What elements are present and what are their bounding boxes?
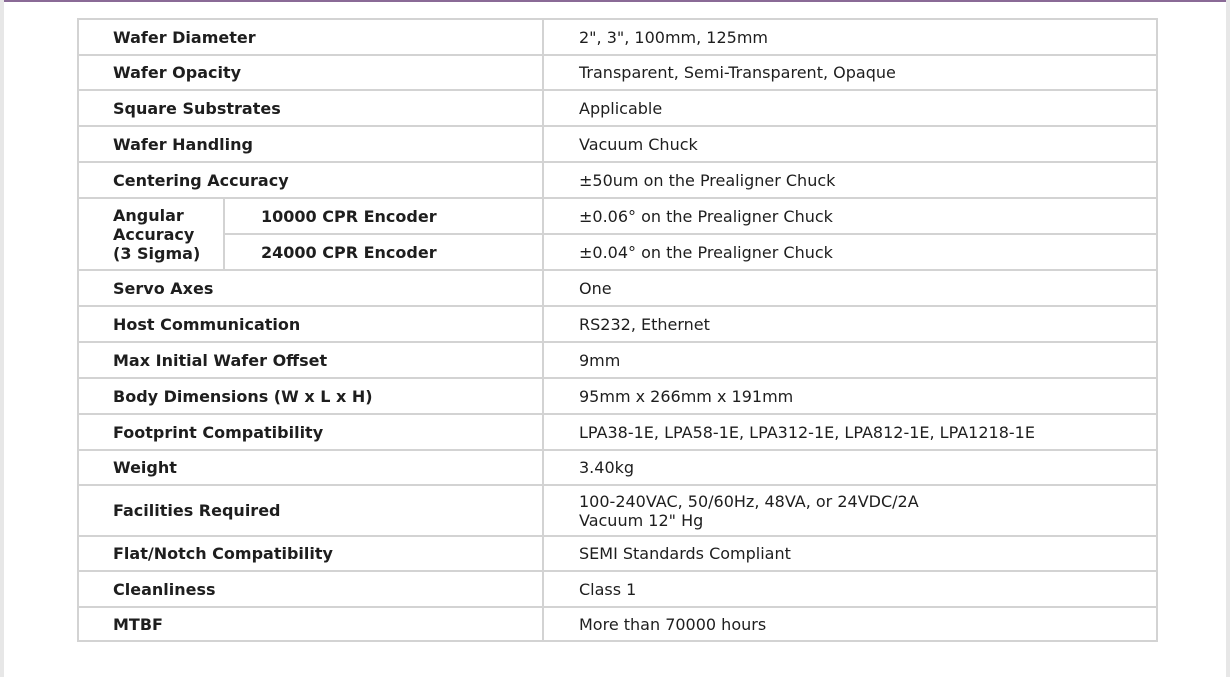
table-row [78, 55, 1157, 90]
spec-label: Wafer Diameter [78, 19, 543, 55]
table-row [78, 607, 1157, 641]
spec-label: Weight [78, 450, 543, 485]
spec-value: ±50um on the Prealigner Chuck [543, 162, 1157, 198]
table-row [78, 198, 1157, 234]
encoder-label: 24000 CPR Encoder [224, 234, 543, 270]
spec-value: Applicable [543, 90, 1157, 126]
left-scroll-edge [0, 0, 4, 677]
spec-label: Footprint Compatibility [78, 414, 543, 450]
spec-label: Facilities Required [78, 485, 543, 536]
spec-value-line: Vacuum 12" Hg [579, 510, 704, 530]
table-row [78, 306, 1157, 342]
table-row [78, 162, 1157, 198]
table-row [78, 342, 1157, 378]
table-row [78, 270, 1157, 306]
spec-value: ±0.06° on the Prealigner Chuck [543, 198, 1157, 234]
table-row [78, 19, 1157, 55]
spec-value-line: 100-240VAC, 50/60Hz, 48VA, or 24VDC/2A [579, 491, 919, 511]
table-row [78, 536, 1157, 571]
spec-label: Servo Axes [78, 270, 543, 306]
spec-label: Wafer Opacity [78, 55, 543, 90]
spec-value: Class 1 [543, 571, 1157, 607]
table-row [78, 378, 1157, 414]
table-row [78, 485, 1157, 536]
angular-label-line: Angular [113, 205, 184, 225]
table-row [78, 234, 1157, 270]
spec-label: Centering Accuracy [78, 162, 543, 198]
spec-value: 2", 3", 100mm, 125mm [543, 19, 1157, 55]
spec-value: 3.40kg [543, 450, 1157, 485]
spec-value: One [543, 270, 1157, 306]
table-row [78, 126, 1157, 162]
spec-value: LPA38-1E, LPA58-1E, LPA312-1E, LPA812-1E, LPA1218-1E [543, 414, 1157, 450]
spec-label: Flat/Notch Compatibility [78, 536, 543, 571]
right-scroll-edge [1226, 0, 1230, 677]
spec-value: SEMI Standards Compliant [543, 536, 1157, 571]
spec-value: ±0.04° on the Prealigner Chuck [543, 234, 1157, 270]
spec-value: RS232, Ethernet [543, 306, 1157, 342]
spec-label: Wafer Handling [78, 126, 543, 162]
spec-value: Transparent, Semi-Transparent, Opaque [543, 55, 1157, 90]
spec-label: Host Communication [78, 306, 543, 342]
table-row [78, 90, 1157, 126]
spec-label: Cleanliness [78, 571, 543, 607]
spec-value [543, 485, 1157, 536]
angular-accuracy-label [78, 198, 224, 270]
spec-value: More than 70000 hours [543, 607, 1157, 641]
spec-value: 95mm x 266mm x 191mm [543, 378, 1157, 414]
angular-label-line: (3 Sigma) [113, 243, 201, 263]
spec-label: Max Initial Wafer Offset [78, 342, 543, 378]
table-row [78, 414, 1157, 450]
spec-value: Vacuum Chuck [543, 126, 1157, 162]
spec-label: MTBF [78, 607, 543, 641]
spec-label: Body Dimensions (W x L x H) [78, 378, 543, 414]
table-row [78, 571, 1157, 607]
table-row [78, 450, 1157, 485]
spec-label: Square Substrates [78, 90, 543, 126]
top-border [0, 0, 1230, 2]
encoder-label: 10000 CPR Encoder [224, 198, 543, 234]
spec-value: 9mm [543, 342, 1157, 378]
specifications-table [77, 18, 1158, 642]
angular-label-line: Accuracy [113, 224, 195, 244]
